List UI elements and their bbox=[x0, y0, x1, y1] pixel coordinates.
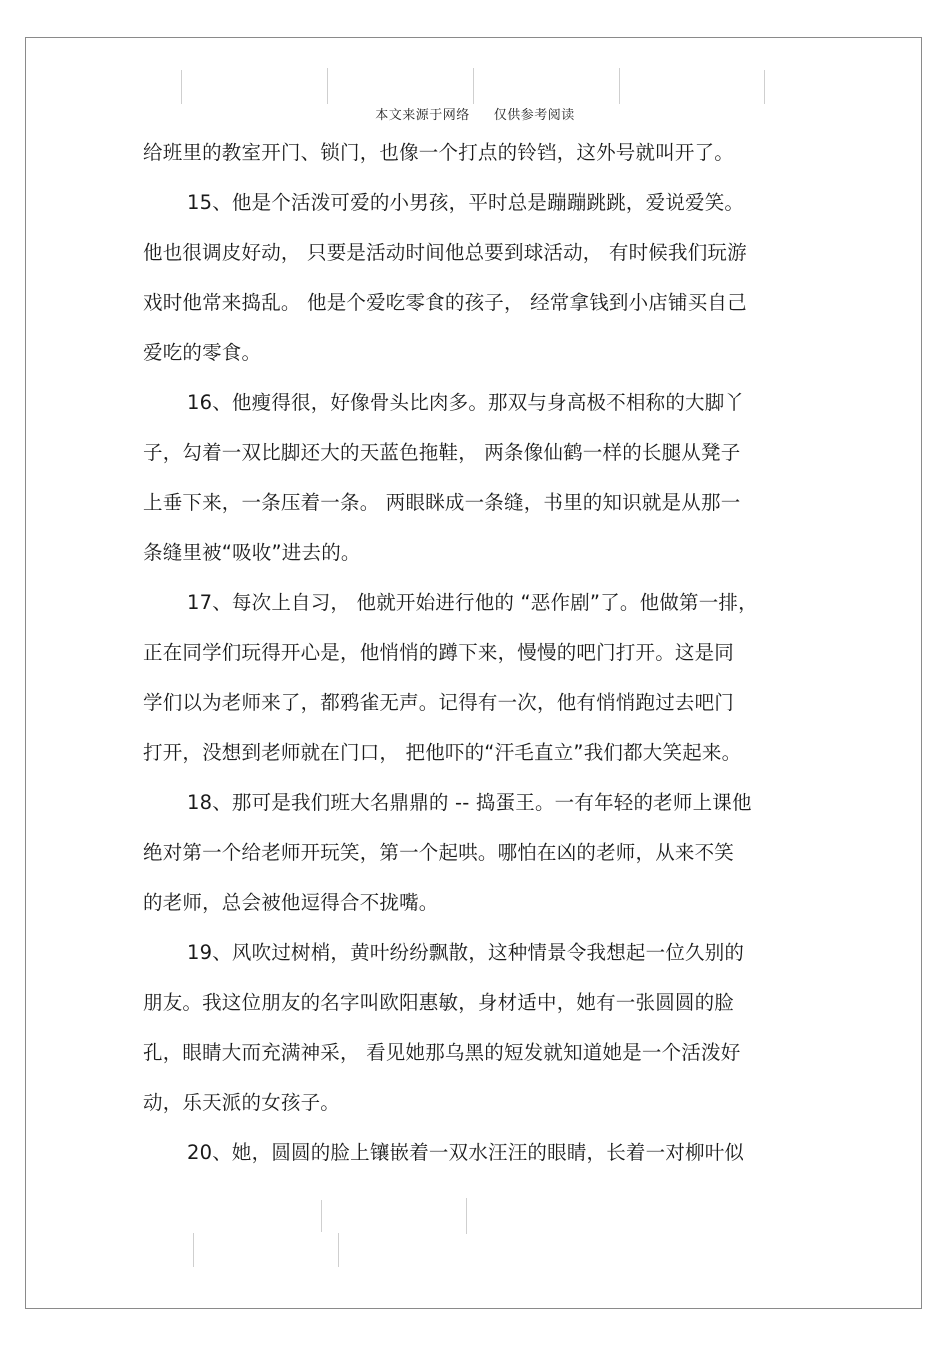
bottom-tick-4 bbox=[338, 1233, 339, 1267]
bottom-tick-3 bbox=[193, 1233, 194, 1267]
text-line: 子，勾着一双比脚还大的天蓝色拖鞋， 两条像仙鹤一样的长腿从凳子 bbox=[143, 441, 741, 464]
paragraph-18-start: 18、那可是我们班大名鼎鼎的 -- 捣蛋王。一有年轻的老师上课他 bbox=[187, 791, 752, 814]
top-tick-5 bbox=[764, 70, 765, 104]
text-line: 打开，没想到老师就在门口， 把他吓的“汗毛直立”我们都大笑起来。 bbox=[143, 741, 742, 764]
bottom-tick-1 bbox=[321, 1200, 322, 1232]
source-note: 本文来源于网络 bbox=[375, 108, 470, 123]
paragraph-16-start: 16、他瘦得很，好像骨头比肉多。那双与身高极不相称的大脚丫 bbox=[187, 391, 745, 414]
paragraph-17-start: 17、每次上自习， 他就开始进行他的 “恶作剧”了。他做第一排， bbox=[187, 591, 758, 614]
paragraph-19-start: 19、风吹过树梢，黄叶纷纷飘散，这种情景令我想起一位久别的 bbox=[187, 941, 745, 964]
header-note bbox=[0, 104, 950, 123]
text-line: 孔，眼睛大而充满神采， 看见她那乌黑的短发就知道她是一个活泼好 bbox=[143, 1041, 741, 1064]
text-line: 爱吃的零食。 bbox=[143, 341, 262, 364]
text-line: 学们以为老师来了，都鸦雀无声。记得有一次，他有悄悄跑过去吧门 bbox=[143, 691, 735, 714]
text-line: 条缝里被“吸收”进去的。 bbox=[143, 541, 361, 564]
top-tick-2 bbox=[327, 68, 328, 104]
paragraph-15-start: 15、他是个活泼可爱的小男孩，平时总是蹦蹦跳跳，爱说爱笑。 bbox=[187, 191, 745, 214]
paragraph-20-start: 20、她，圆圆的脸上镶嵌着一双水汪汪的眼睛，长着一对柳叶似 bbox=[187, 1141, 745, 1164]
text-line: 绝对第一个给老师开玩笑，第一个起哄。哪怕在凶的老师，从来不笑 bbox=[143, 841, 735, 864]
text-line: 正在同学们玩得开心是，他悄悄的蹲下来，慢慢的吧门打开。这是同 bbox=[143, 641, 735, 664]
text-line: 给班里的教室开门、锁门，也像一个打点的铃铛，这外号就叫开了。 bbox=[143, 141, 735, 164]
top-tick-3 bbox=[473, 68, 474, 104]
text-line: 的老师，总会被他逗得合不拢嘴。 bbox=[143, 891, 439, 914]
text-line: 上垂下来，一条压着一条。 两眼眯成一条缝，书里的知识就是从那一 bbox=[143, 491, 741, 514]
text-line: 动，乐天派的女孩子。 bbox=[143, 1091, 341, 1114]
reference-note: 仅供参考阅读 bbox=[493, 108, 575, 123]
top-tick-1 bbox=[181, 70, 182, 104]
text-line: 朋友。我这位朋友的名字叫欧阳惠敏，身材适中，她有一张圆圆的脸 bbox=[143, 991, 735, 1014]
text-line: 他也很调皮好动， 只要是活动时间他总要到球活动， 有时候我们玩游 bbox=[143, 241, 747, 264]
text-line: 戏时他常来捣乱。 他是个爱吃零食的孩子， 经常拿钱到小店铺买自己 bbox=[143, 291, 747, 314]
top-tick-4 bbox=[619, 68, 620, 104]
bottom-tick-2 bbox=[466, 1198, 467, 1234]
document-body bbox=[143, 128, 823, 1178]
